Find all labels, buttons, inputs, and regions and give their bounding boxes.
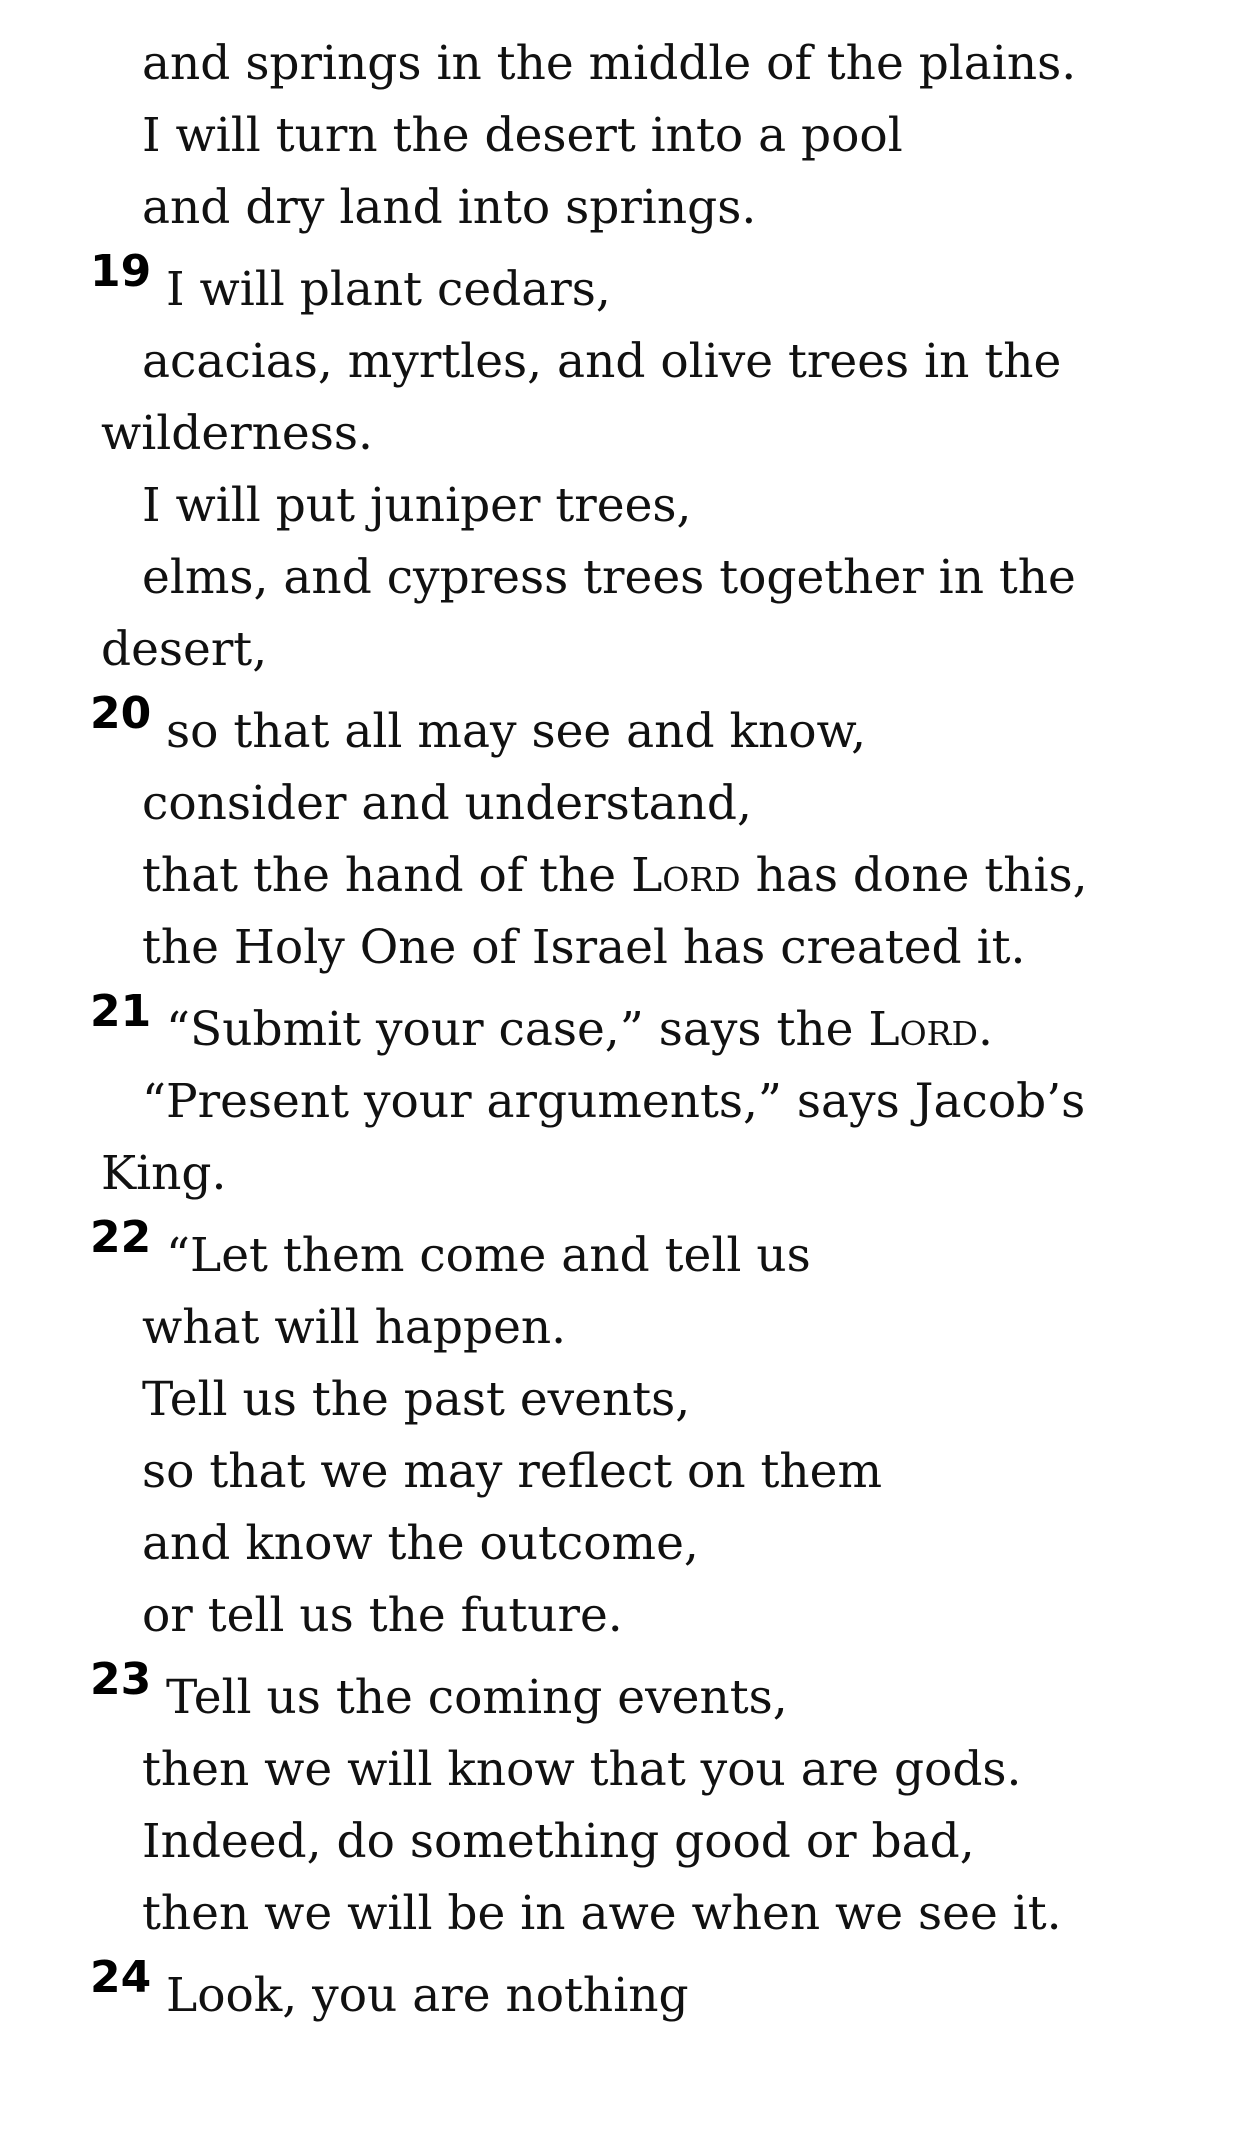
text-line [0, 172, 1242, 244]
line-text: Tell us the coming events, [166, 1670, 788, 1725]
text-line [0, 1580, 1242, 1652]
line-text: Tell us the past events, [142, 1372, 691, 1427]
text-line [0, 1066, 1242, 1138]
line-text: desert, [101, 622, 268, 677]
divine-name: Lord [631, 848, 741, 903]
line-text: King. [101, 1146, 227, 1201]
line-text: “Present your arguments,” says Jacob’s [142, 1074, 1086, 1129]
divine-name: Lord [868, 1002, 978, 1057]
line-text: the Holy One of Israel has created it. [142, 920, 1026, 975]
line-text: and springs in the middle of the plains. [142, 36, 1077, 91]
text-line [0, 28, 1242, 100]
verse-line [0, 686, 1242, 768]
line-text-post: has done this, [740, 848, 1088, 903]
text-line-continuation [0, 1138, 1242, 1210]
text-line [0, 1806, 1242, 1878]
text-line [0, 470, 1242, 542]
text-line [0, 1292, 1242, 1364]
verse-line [0, 1950, 1242, 2032]
verse-number: 19 [90, 246, 152, 297]
text-line-continuation [0, 398, 1242, 470]
line-text: so that all may see and know, [166, 704, 867, 759]
verse-line [0, 1652, 1242, 1734]
text-line [0, 840, 1242, 912]
line-text: elms, and cypress trees together in the [142, 550, 1076, 605]
line-text: and know the outcome, [142, 1516, 699, 1571]
text-line [0, 542, 1242, 614]
verse-number: 20 [90, 688, 152, 739]
text-line [0, 912, 1242, 984]
text-line [0, 1508, 1242, 1580]
line-text: consider and understand, [142, 776, 752, 831]
text-line-continuation [0, 614, 1242, 686]
verse-number: 22 [90, 1212, 152, 1263]
line-text: wilderness. [101, 406, 373, 461]
verse-number: 21 [90, 986, 152, 1037]
text-line [0, 326, 1242, 398]
line-text: then we will know that you are gods. [142, 1742, 1022, 1797]
text-line [0, 768, 1242, 840]
line-text: I will put juniper trees, [142, 478, 692, 533]
line-text: what will happen. [142, 1300, 567, 1355]
line-text: Indeed, do something good or bad, [142, 1814, 975, 1869]
line-text: so that we may reflect on them [142, 1444, 883, 1499]
line-text: I will plant cedars, [166, 262, 611, 317]
line-text: acacias, myrtles, and olive trees in the [142, 334, 1062, 389]
line-text: “Let them come and tell us [166, 1228, 811, 1283]
text-line [0, 100, 1242, 172]
verse-line [0, 244, 1242, 326]
verse-line [0, 1210, 1242, 1292]
line-text: then we will be in awe when we see it. [142, 1886, 1062, 1941]
verse-line [0, 984, 1242, 1066]
verse-number: 24 [90, 1952, 152, 2003]
line-text-pre: that the hand of the [142, 848, 632, 903]
text-line [0, 1436, 1242, 1508]
line-text: I will turn the desert into a pool [142, 108, 903, 163]
verse-number: 23 [90, 1654, 152, 1705]
line-text: or tell us the future. [142, 1588, 623, 1643]
text-line [0, 1878, 1242, 1950]
text-line [0, 1734, 1242, 1806]
line-text-pre: “Submit your case,” says the [166, 1002, 869, 1057]
line-text: and dry land into springs. [142, 180, 757, 235]
line-text-post: . [977, 1002, 993, 1057]
line-text: Look, you are nothing [166, 1968, 689, 2023]
scripture-passage [0, 28, 1242, 2032]
text-line [0, 1364, 1242, 1436]
